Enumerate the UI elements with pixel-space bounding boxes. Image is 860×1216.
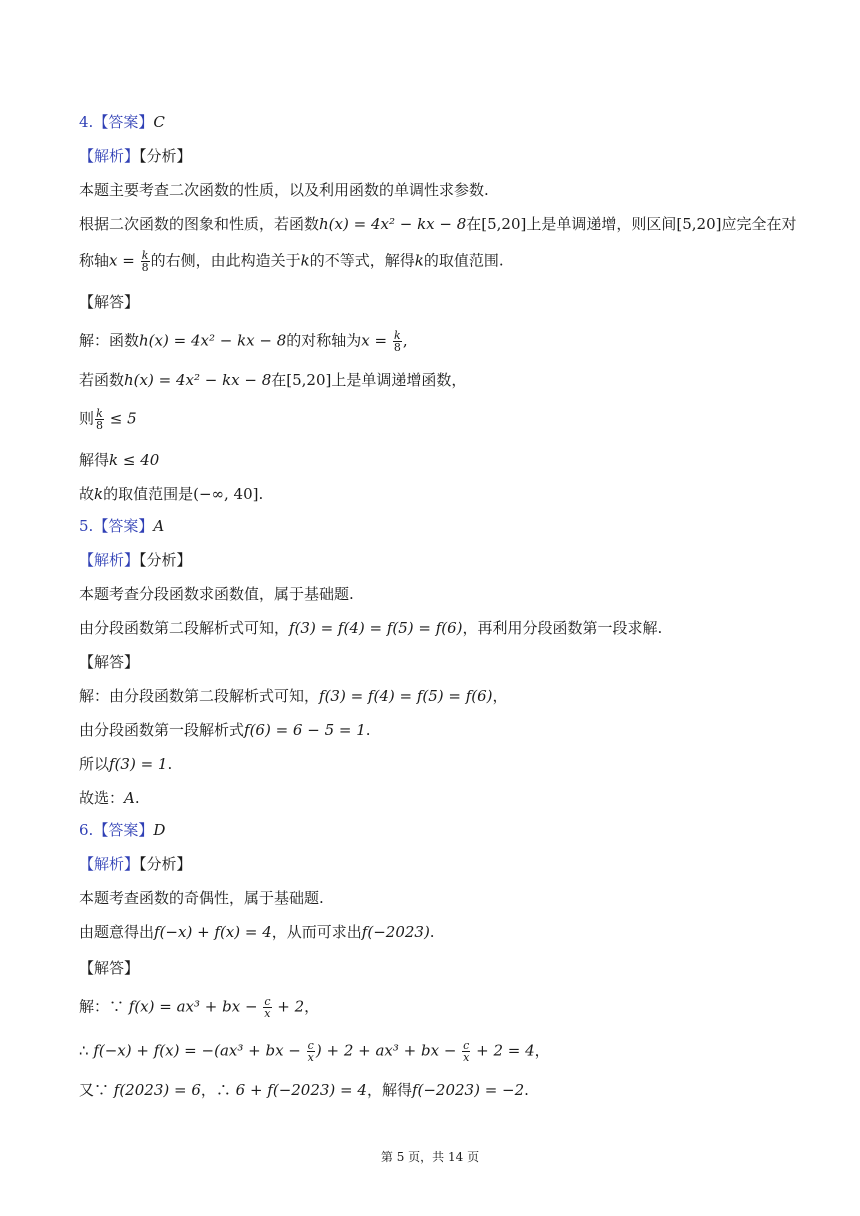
q6-s2-frac2-den: x (463, 1051, 470, 1064)
q6-line2-d: f(−2023) (361, 923, 430, 941)
q6-answer: D (153, 821, 166, 839)
q6-solve-line1 (79, 996, 319, 1019)
q4-s1-c: 的对称轴为 (286, 331, 362, 350)
q4-line3 (79, 250, 504, 273)
q6-analysis-sub: 【分析】 (139, 855, 192, 873)
q6-s2-frac2-num: c (463, 1039, 470, 1052)
q6-s2-fraction-1 (307, 1040, 315, 1063)
q4-line2-math: h(x) = 4x² − kx − 8 (319, 215, 467, 233)
q5-solve-line1 (79, 686, 508, 706)
q4-s1-frac-num: k (394, 329, 401, 342)
q4-line3-c: 的右侧，由此构造关于 (150, 251, 301, 270)
q6-line2-a: 由题意得出 (79, 923, 155, 941)
q5-s1-c: ， (492, 687, 508, 705)
q6-s1-d: ， (304, 997, 320, 1016)
q6-line2-e: . (429, 923, 435, 941)
q5-s3-c: . (167, 755, 173, 773)
q5-s1-a: 解：由分段函数第二段解析式可知， (79, 687, 320, 705)
q6-solve-line3 (79, 1080, 529, 1100)
q5-s2-c: . (365, 721, 371, 739)
q5-s3-math: f(3) = 1 (109, 755, 168, 773)
q4-line3-k2: k (414, 251, 424, 270)
q4-s3-frac-num: k (96, 407, 103, 420)
q6-s2-a: ∴ (79, 1041, 94, 1060)
q4-s1-math: h(x) = 4x² − kx − 8 (139, 331, 287, 350)
q4-line3-k1: k (300, 251, 310, 270)
q6-s1-fraction (263, 996, 271, 1019)
q4-s2-math: h(x) = 4x² − kx − 8 (124, 371, 272, 389)
q4-answer-line (79, 112, 165, 132)
q4-solve-tag: 【解答】 (79, 293, 140, 311)
q5-s3-a: 所以 (79, 755, 110, 773)
q4-line3-g: 的取值范围. (423, 251, 504, 270)
q4-answer: C (153, 113, 165, 131)
q5-s2-math: f(6) = 6 − 5 = 1 (244, 721, 366, 739)
q4-solve-line4 (79, 450, 159, 470)
q6-s2-frac1-num: c (307, 1039, 314, 1052)
q6-s1-math: f(x) = ax³ + bx − (128, 997, 263, 1016)
q6-s3-b: f(2023) = 6 (113, 1081, 201, 1099)
page-footer: 第 5 页，共 14 页 (380, 1150, 480, 1164)
q4-solve-line3 (79, 408, 137, 431)
q5-analysis-tag: 【解析】 (79, 551, 140, 569)
q5-s4-letter: A (124, 789, 135, 807)
q4-s3-fraction (95, 408, 104, 431)
q6-solve-line2 (79, 1040, 550, 1063)
q4-answer-tag: 【答案】 (93, 113, 154, 131)
q5-analysis-sub: 【分析】 (139, 551, 192, 569)
q6-analysis-tag: 【解析】 (79, 855, 140, 873)
q4-solve-line5 (79, 484, 263, 504)
q6-s2-frac1-den: x (307, 1051, 314, 1064)
q4-line2-text-a: 根据二次函数的图象和性质，若函数 (79, 215, 320, 233)
q5-line1: 本题考查分段函数求函数值，属于基础题. (79, 585, 354, 603)
q5-s4-a: 故选： (79, 789, 125, 807)
q4-s1-fraction (393, 330, 402, 353)
q6-s1-a: 解：∵ (79, 997, 129, 1016)
q5-answer-line (79, 516, 164, 536)
q5-answer-tag: 【答案】 (93, 517, 154, 535)
q5-solve-line4 (79, 788, 140, 808)
q5-number: 5. (79, 517, 94, 535)
q6-s2-e: ， (534, 1041, 550, 1060)
q6-s2-fraction-2 (462, 1040, 470, 1063)
q6-s1-c: + 2 (272, 997, 305, 1016)
q4-s3-frac-den: 8 (96, 419, 104, 432)
q4-line3-fraction (141, 250, 150, 273)
q6-s2-math-b: ) + 2 + ax³ + bx − (315, 1041, 462, 1060)
q4-number: 4. (79, 113, 94, 131)
q5-line2 (79, 618, 662, 638)
q6-s1-frac-num: c (264, 995, 271, 1008)
q5-s4-c: . (134, 789, 140, 807)
q4-line2 (79, 214, 796, 234)
q4-s1-a: 解：函数 (79, 331, 140, 350)
q4-s5-a: 故 (79, 485, 95, 503)
q5-solve-line2 (79, 720, 371, 740)
q4-s1-x: x = (361, 331, 392, 350)
q6-s3-f: f(−2023) = −2 (411, 1081, 525, 1099)
q6-line2-c: ，从而可求出 (271, 923, 362, 941)
q6-line1: 本题考查函数的奇偶性，属于基础题. (79, 889, 324, 907)
q6-answer-line (79, 820, 165, 840)
q5-answer: A (153, 517, 165, 535)
q4-s3-a: 则 (79, 409, 95, 428)
q5-line2-c: ，再利用分段函数第一段求解. (462, 619, 663, 637)
q6-s3-c: ，∴ (200, 1081, 236, 1099)
q4-s3-math: ≤ 5 (105, 409, 137, 428)
q6-solve-tag: 【解答】 (79, 959, 140, 977)
q6-s3-e: ，解得 (366, 1081, 412, 1099)
q4-frac-den: 8 (141, 261, 149, 274)
q4-s2-c: 在[5,20]上是单调递增函数， (271, 371, 467, 389)
q6-s2-math-a: f(−x) + f(x) = −(ax³ + bx − (93, 1041, 306, 1060)
q4-line1: 本题主要考查二次函数的性质，以及利用函数的单调性求参数. (79, 181, 489, 199)
q4-s1-e: , (402, 331, 408, 350)
q4-frac-num: k (141, 249, 149, 262)
q6-s1-frac-den: x (264, 1007, 271, 1020)
q4-s1-frac-den: 8 (393, 341, 401, 354)
q4-line2-text-c: 在[5,20]上是单调递增，则区间[5,20]应完全在对 (466, 215, 797, 233)
q6-s3-d: 6 + f(−2023) = 4 (235, 1081, 367, 1099)
q5-s1-math: f(3) = f(4) = f(5) = f(6) (319, 687, 493, 705)
q4-analysis-tag: 【解析】 (79, 147, 140, 165)
q6-s3-g: . (524, 1081, 529, 1099)
q4-s5-k: k (94, 485, 104, 503)
q5-s2-a: 由分段函数第一段解析式 (79, 721, 245, 739)
q6-line2 (79, 922, 435, 942)
q5-analysis-header (79, 550, 192, 570)
q6-number: 6. (79, 821, 94, 839)
q4-solve-line2 (79, 370, 466, 390)
q6-line2-math: f(−x) + f(x) = 4 (154, 923, 272, 941)
q4-line3-x: x = (109, 251, 140, 270)
q4-s4-a: 解得 (79, 451, 110, 469)
q6-analysis-header (79, 854, 192, 874)
q4-s4-math: k ≤ 40 (109, 451, 160, 469)
q5-solve-line3 (79, 754, 172, 774)
q4-s2-a: 若函数 (79, 371, 125, 389)
q4-solve-line1 (79, 330, 408, 353)
q6-answer-tag: 【答案】 (93, 821, 154, 839)
q6-s2-math-c: + 2 = 4 (471, 1041, 535, 1060)
q5-solve-tag: 【解答】 (79, 653, 140, 671)
q6-s3-a: 又∵ (79, 1081, 114, 1099)
q4-s5-c: 的取值范围是(−∞, 40]. (103, 485, 264, 503)
q4-analysis-header (79, 146, 192, 166)
q4-line3-e: 的不等式，解得 (309, 251, 415, 270)
q5-line2-a: 由分段函数第二段解析式可知， (79, 619, 290, 637)
q5-line2-math: f(3) = f(4) = f(5) = f(6) (289, 619, 463, 637)
q4-line3-a: 称轴 (79, 251, 110, 270)
q4-analysis-sub: 【分析】 (139, 147, 192, 165)
